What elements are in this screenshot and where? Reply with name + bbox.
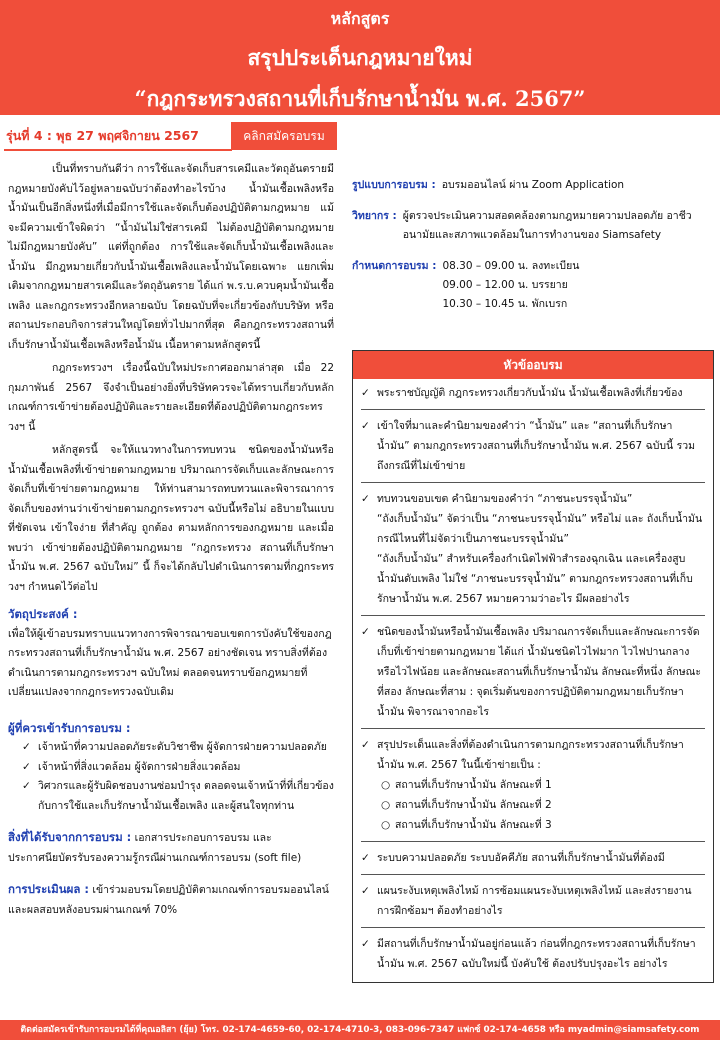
session-underline xyxy=(4,149,232,151)
topic-line: ✓ ทบทวนขอบเขต คำนิยามของคำว่า “ภาชนะบรรจุน้ำมัน” xyxy=(377,493,633,505)
sub-item-label: สถานที่เก็บรักษาน้ำมัน ลักษณะที่ 2 xyxy=(395,799,552,811)
left-column xyxy=(0,160,344,920)
audience-list xyxy=(0,738,344,816)
circle-bullet-icon: ○ xyxy=(381,819,391,831)
schedule-item: 08.30 – 09.00 น. ลงทะเบียน xyxy=(442,260,580,272)
topics-heading: หัวข้ออบรม xyxy=(353,351,713,379)
session-label: รุ่นที่ 4 : พุธ 27 พฤศจิกายน 2567 xyxy=(6,128,199,143)
schedule-list xyxy=(442,257,714,314)
speaker-value: ผู้ตรวจประเมินความสอดคล้องตามกฎหมายความปลอดภัย อาชีวอนามัยและสภาพแวดล้อมในการทำงานของ Siamsafety xyxy=(402,210,692,241)
topic-line: ✓ สรุปประเด็นและสิ่งที่ต้องดำเนินการตามกฎกระทรวงสถานที่เก็บรักษาน้ำมัน พ.ศ. 2567 ในนี้เข้าข่ายเป็น : xyxy=(377,739,684,771)
intro-paragraph-2: กฎกระทรวงฯ เรื่องนี้ฉบับใหม่ประกาศออกมาล่าสุด เมื่อ 22 กุมภาพันธ์ 2567 จึงจำเป็นอย่างยิ่งที่บริษัทควรจะได้ทราบเกี่ยวกับหลักเกณฑ์การเข้าข่ายต้องปฏิบัติและรายละเอียดที่ต้องปฏิบัติตามกฎกระทรวงฯ นี้ xyxy=(8,362,334,433)
course-title: สรุปประเด็นกฎหมายใหม่ xyxy=(247,45,473,70)
list-item: ✓ เจ้าหน้าที่ความปลอดภัยระดับวิชาชีพ ผู้จัดการฝ่ายความปลอดภัย xyxy=(22,738,334,758)
topic-line: “ถังเก็บน้ำมัน” จัดว่าเป็น “ภาชนะบรรจุน้ำมัน” หรือไม่ และ ถังเก็บน้ำมัน กรณีไหนที่ไม่จัดว่าเป็นภาชนะบรรจุน้ำมัน” xyxy=(377,513,703,545)
topic-item xyxy=(361,735,705,842)
schedule-label: กำหนดการอบรม : xyxy=(352,260,437,272)
topic-line: “ถังเก็บน้ำมัน” สำหรับเครื่องกำเนิดไฟฟ้าสำรองฉุกเฉิน และเครื่องสูบน้ำมันดับเพลิง ไม่ใช่ “ภาชนะบรรจุน้ำมัน” ตามกฎกระทรวงสถานที่เก็บรักษาน้ำมัน พ.ศ. 2567 หมายความว่าอะไร มีผลอย่างไร xyxy=(377,553,693,605)
schedule-item: 09.00 – 12.00 น. บรรยาย xyxy=(442,279,568,291)
topic-item xyxy=(361,383,705,410)
schedule-item: 10.30 – 10.45 น. พักเบรก xyxy=(442,298,568,310)
format-label: รูปแบบการอบรม : xyxy=(352,179,436,191)
evaluation-block xyxy=(0,880,344,920)
sub-item-label: สถานที่เก็บรักษาน้ำมัน ลักษณะที่ 1 xyxy=(395,779,552,791)
circle-bullet-icon: ○ xyxy=(381,799,391,811)
topic-line: ✓ ระบบความปลอดภัย ระบบอัคคีภัย สถานที่เก็บรักษาน้ำมันที่ต้องมี xyxy=(377,852,665,864)
benefits-heading: สิ่งที่ได้รับจากการอบรม : xyxy=(8,830,132,844)
sub-item xyxy=(377,815,705,835)
topic-line: ✓ เข้าใจที่มาและคำนิยามของคำว่า “น้ำมัน” และ “สถานที่เก็บรักษาน้ำมัน” ตามกฎกระทรวงสถานที่เก็บรักษาน้ำมัน พ.ศ. 2567 ฉบับนี้ รวมถึงกรณีที่ไม่เข้าข่าย xyxy=(377,420,696,472)
evaluation-text: เข้าร่วมอบรมโดยปฏิบัติตามเกณฑ์การอบรมออนไลน์และผลสอบหลังอบรมผ่านเกณฑ์ 70% xyxy=(8,884,329,916)
sub-item xyxy=(377,775,705,795)
circle-bullet-icon: ○ xyxy=(381,779,391,791)
topics-list xyxy=(353,379,713,980)
audience-heading: ผู้ที่ควรเข้ารับการอบรม : xyxy=(8,720,131,735)
topic-item xyxy=(361,934,705,980)
topic-line: ✓ มีสถานที่เก็บรักษาน้ำมันอยู่ก่อนแล้ว ก่อนที่กฎกระทรวงสถานที่เก็บรักษาน้ำมัน พ.ศ. 2567 ฉบับใหม่นี้ บังคับใช้ ต้องปรับปรุงอะไร อย่างไร xyxy=(377,938,696,970)
topic-item xyxy=(361,848,705,875)
topic-line: ✓ พระราชบัญญัติ กฎกระทรวงเกี่ยวกับน้ำมัน น้ำมันเชื้อเพลิงที่เกี่ยวข้อง xyxy=(377,387,683,399)
speaker-row xyxy=(352,207,714,245)
topic-item xyxy=(361,489,705,616)
objective-text: เพื่อให้ผู้เข้าอบรมทราบแนวทางการพิจารณาขอบเขตการบังคับใช้ของกฎกระทรวงสถานที่เก็บรักษาน้ำมัน พ.ศ. 2567 อย่างชัดเจน ทราบสิ่งที่ต้องดำเนินการตามกฎกระทรวงฯ ฉบับใหม่ ตลอดจนทราบข้อกฎหมายที่เปลี่ยนแปลงจากกฎกระทรวงฉบับเดิม xyxy=(8,627,332,698)
list-item: ✓ เจ้าหน้าที่สิ่งแวดล้อม ผู้จัดการฝ่ายสิ่งแวดล้อม xyxy=(22,758,334,778)
register-button[interactable]: คลิกสมัครอบรม xyxy=(231,122,337,150)
topic-item xyxy=(361,881,705,928)
list-item: ✓ วิศวกรและผู้รับผิดชอบงานซ่อมบำรุง ตลอดจนเจ้าหน้าที่ที่เกี่ยวข้องกับการใช้และเก็บรักษาน้ำมันเชื้อเพลิง และผู้สนใจทุกท่าน xyxy=(22,777,334,816)
sub-item-label: สถานที่เก็บรักษาน้ำมัน ลักษณะที่ 3 xyxy=(395,819,552,831)
intro-paragraph-3: หลักสูตรนี้ จะให้แนวทางในการทบทวน ชนิดของน้ำมันหรือน้ำมันเชื้อเพลิงที่เข้าข่ายตามกฎหมาย ปริมาณการจัดเก็บและลักษณะการจัดเก็บที่เข้าข่ายตามกฎหมาย ให้ท่านสามารถทบทวนและพิจารณาการจัดเก็บของท่านว่าเข้าข่ายตามกฎกระทรวงฯ ฉบับนี้หรือไม่ อธิบายในแบบที่ชัดเจน เข้าใจง่าย ที่สำคัญ ถูกต้อง ตามหลักการของกฎหมาย และเมื่อพบว่า เข้าข่ายต้องปฏิบัติตามกฎหมาย “กฎกระทรวง สถานที่เก็บรักษาน้ำมัน พ.ศ. 2567 ฉบับใหม่” นี้ ก็จะได้กลับไปดำเนินการตามที่กฎกระทรวงฯ กำหนดไว้ต่อไป xyxy=(8,444,334,593)
session-row xyxy=(0,122,720,150)
course-subtitle: “กฎกระทรวงสถานที่เก็บรักษาน้ำมัน พ.ศ. 2567” xyxy=(134,86,586,111)
benefits-text: เอกสารประกอบการอบรม และประกาศนียบัตรรับรองความรู้กรณีผ่านเกณฑ์การอบรม (soft file) xyxy=(8,832,302,864)
intro-paragraph-1: เป็นที่ทราบกันดีว่า การใช้และจัดเก็บสารเคมีและวัตถุอันตรายมีกฎหมายบังคับไว้อยู่หลายฉบับว่าต้องทำอะไรบ้าง น้ำมันเชื้อเพลิงหรือน้ำมันเป็นอีกสิ่งหนึ่งที่เมื่อมีการใช้และจัดเก็บต้องปฏิบัติตามกฎหมาย แม้จะมีความเข้าใจผิดว่า “น้ำมันไม่ใช่สารเคมี ไม่ต้องปฏิบัติตามกฎหมายไม่มีกฎหมายบังคับ” แต่ที่ถูกต้อง การใช้และจัดเก็บน้ำมันเชื้อเพลิงและน้ำมัน มีกฎหมายเกี่ยวกับน้ำมันเชื้อเพลิงและน้ำมันโดยเฉพาะ แยกเพิ่มเติมจากกฎหมายสารเคมีและวัตถุอันตราย ได้แก่ พ.ร.บ.ควบคุมน้ำมันเชื้อเพลิง และกฎกระทรวงอีกหลายฉบับ โดยฉบับที่จะเกี่ยวข้องกับบริษัท หรือสถานประกอบกิจการส่วนใหญ่โดยทั่วไปมากที่สุด คือกฎกระทรวงสถานที่เก็บรักษาน้ำมันเชื้อเพลิงหรือน้ำมัน เนื้อหาตามหลักสูตรนี้ xyxy=(8,163,334,351)
sub-item xyxy=(377,795,705,815)
evaluation-heading: การประเมินผล : xyxy=(8,882,90,896)
header-top: หลักสูตร xyxy=(330,9,390,28)
topic-line: ✓ แผนระงับเหตุเพลิงไหม้ การซ้อมแผนระงับเหตุเพลิงไหม้ และส่งรายงานการฝึกซ้อมฯ ต้องทำอย่างไร xyxy=(377,885,692,917)
footer-contact: ติดต่อสมัครเข้ารับการอบรมได้ที่คุณอลิสา (ยุ้ย) โทร. 02-174-4659-60, 02-174-4710-3, 083-096-7347 แฟกซ์ 02-174-4658 หรือ myadmin@siamsafety.com xyxy=(0,1020,720,1040)
format-row xyxy=(352,176,714,195)
speaker-label: วิทยากร : xyxy=(352,210,397,222)
objective-heading: วัตถุประสงค์ : xyxy=(8,607,78,621)
topic-item xyxy=(361,416,705,483)
topic-item xyxy=(361,622,705,729)
topics-box xyxy=(352,350,714,983)
schedule-row xyxy=(352,257,714,314)
topic-line: ✓ ชนิดของน้ำมันหรือน้ำมันเชื้อเพลิง ปริมาณการจัดเก็บและลักษณะการจัดเก็บที่เข้าข่ายตามกฎหมาย ได้แก่ น้ำมันชนิดไวไฟมาก ไวไฟปานกลาง หรือไวไฟน้อย และลักษณะสถานที่เก็บรักษาน้ำมัน ลักษณะที่หนึ่ง ลักษณะที่สอง ลักษณะที่สาม : จุดเริ่มต้นของการปฏิบัติตามกฎหมายเก็บรักษาน้ำมัน พิจารณาจากอะไร xyxy=(377,626,702,718)
right-info xyxy=(352,176,714,326)
benefits-block xyxy=(0,828,344,868)
header-banner xyxy=(0,0,720,115)
format-value: อบรมออนไลน์ ผ่าน Zoom Application xyxy=(441,179,625,191)
